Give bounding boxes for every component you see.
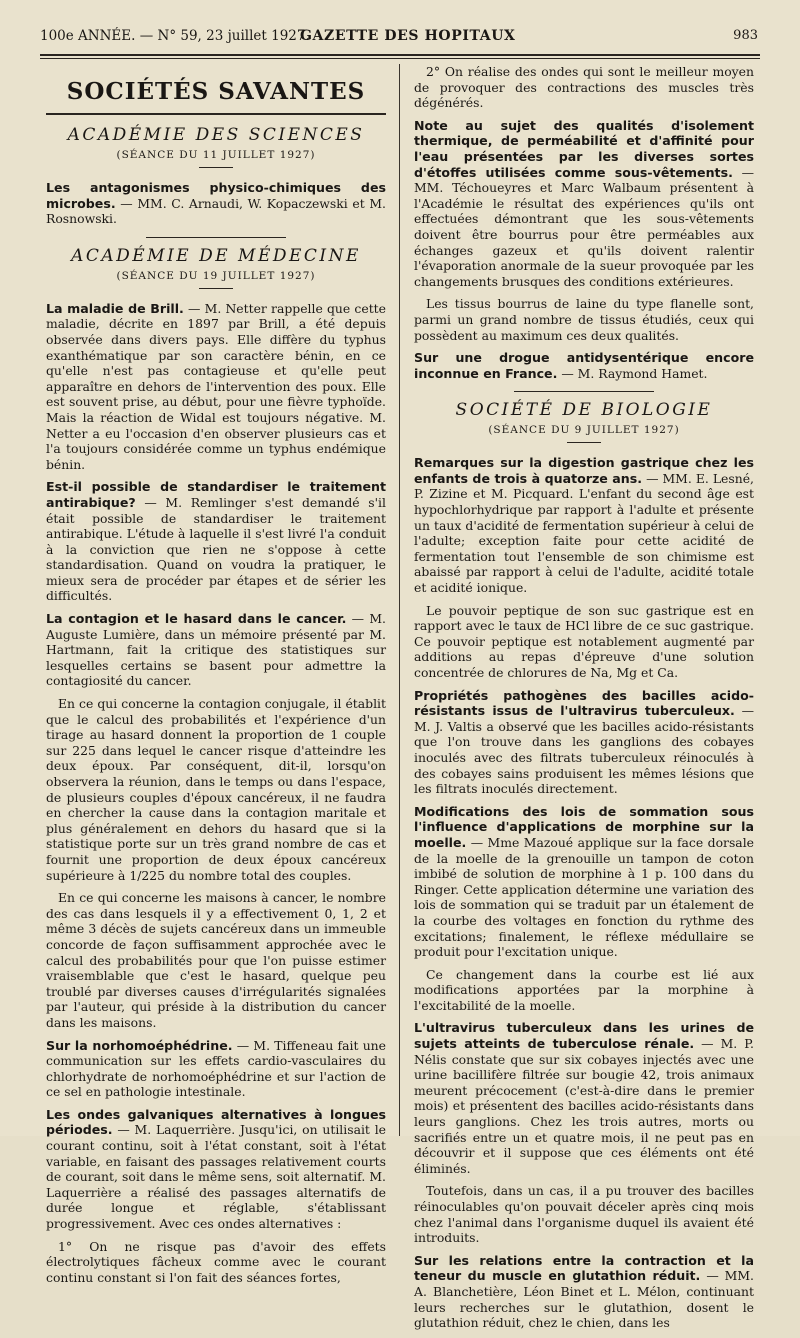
article-brill: La maladie de Brill. — M. Netter rappelle que cette maladie, décrite en 1897 par Brill, a été depuis observée dans divers pays. Elle diffère du typhus exanthématique par son caractère bénin, en ce qu'elle n'est pas contagieuse et qu'elle peut apparaître en dehors de l'intervention des poux. Elle est souvent prise, au début, pour une fièvre typhoïde. Mais la réaction de Widal est toujours négative. M. Netter a eu l'occasion d'en observer plusieurs cas et l'a toujours considérée comme un typhus endémique bénin.: [46, 300, 386, 472]
left-column: [46, 64, 386, 1292]
divider: [146, 237, 286, 238]
article-digestion-para2: Le pouvoir peptique de son suc gastrique est en rapport avec le taux de HCl libre de ce suc gastrique. Ce pouvoir peptique est notablement augmenté par additions au repas d'épreuve d'une solution concentrée de chlorures de Na, Mg et Ca.: [414, 602, 754, 680]
issue-info: 100e ANNÉE. — N° 59, 23 juillet 1927.: [40, 28, 310, 44]
academy-medecine-seance: (SÉANCE DU 19 JUILLET 1927): [116, 269, 316, 282]
header-rule: [40, 54, 760, 56]
article-ultravirus: L'ultravirus tuberculeux dans les urines de sujets atteints de tuberculose rénale. — M. P. Nélis constate que sur six cobayes injectés avec une urine bacillifère filtrée sur bougie 42, trois animaux meurent précocement (c'est-à-dire dans le premier mois) et présentent des bacilles acido-résistants dans leurs ganglions. Chez les trois autres, morts ou sacrifiés entre un et quatre mois, il ne peut pas en découvrir et il suppose que ces éléments ont été éliminés.: [414, 1020, 754, 1176]
article-contagion-para3: En ce qui concerne les maisons à cancer, le nombre des cas dans lesquels il y a effectivement 0, 1, 2 et même 3 décès de sujets cancéreux dans un immeuble concorde de façon suffisamment approchée avec le calcul des probabilités pour que l'on puisse estimer vraisemblable que c'est le hasard, quelque peu troublé par diverses causes d'irrégularités signalées par l'auteur, qui préside à la distribution du cancer dans les maisons.: [46, 890, 386, 1030]
article-sommation: Modifications des lois de sommation sous l'influence d'applications de morphine sur la moelle. — Mme Mazoué applique sur la face dorsale de la moelle de la grenouille un tampon de coton imbibé de solution de morphine à 1 p. 100 dans du Ringer. Cette application détermine une variation des lois de sommation qui se traduit par un étalement de la courbe des voltages en fonction du rythme des excitations; finalement, le réflexe médullaire se produit pour l'excitation unique.: [414, 803, 754, 960]
article-ondes-para2: 1° On ne risque pas d'avoir des effets électrolytiques fâcheux comme avec le courant continu constant si l'on fait des séances fortes,: [46, 1238, 386, 1285]
section-rule: [46, 113, 386, 115]
article-drogue: Sur une drogue antidysentérique encore inconnue en France. — M. Raymond Hamet.: [414, 350, 754, 381]
article-norhomo: Sur la norhomoéphédrine. — M. Tiffeneau fait une communication sur les effets cardio-vasculaires du chlorhydrate de norhomoéphédrine et sur l'action de ce sel en pathologie intestinale.: [46, 1037, 386, 1100]
article-contagion-para2: En ce qui concerne la contagion conjugale, il établit que le calcul des probabilités et l'expérience d'un tirage au hasard donnent la proportion de 1 couple sur 225 dans lequel le cancer risque d'atteindre les deux époux. Par conséquent, dit-il, lorsqu'on observera la réunion, dans le temps ou dans l'espace, de plusieurs couples d'époux cancéreux, il ne faudra en chercher la cause dans la contagion maritale et plus généralement en dehors du hasard que si la statistique porte sur un très grand nombre de cas et fournit une proportion de deux époux cancéreux supérieure à 1/225 du nombre total des couples.: [46, 696, 386, 883]
article-ondes: Les ondes galvaniques alternatives à longues périodes. — M. Laquerrière. Jusqu'ici, on utilisait le courant continu, soit à l'état constant, soit à l'état variable, en faisant des passages relativement courts de courant, soit dans le même sens, soit alternatif. M. Laquerrière a réalisé des passages alternatifs de durée longue et réglable, s'établissant progressivement. Avec ces ondes alternatives :: [46, 1106, 386, 1232]
article-digestion: Remarques sur la digestion gastrique chez les enfants de trois à quatorze ans. — MM. E. Lesné, P. Zizine et M. Picquard. L'enfant du second âge est hypochlorhydrique par rapport à l'adulte et présente un taux d'acidité de fermentation supérieur à celui de l'adulte; exception faite pour cette acidité de fermentation tout l'ensemble de son chimisme est abaissé par rapport à celui de l'adulte, acidité totale et acidité ionique.: [414, 455, 754, 596]
divider: [514, 391, 654, 392]
article-ondes-para3: 2° On réalise des ondes qui sont le meilleur moyen de provoquer des contractions des muscles très dégénérés.: [414, 64, 754, 111]
article-sommation-para2: Ce changement dans la courbe est lié aux modifications apportées par la morphine à l'excitabilité de la moelle.: [414, 966, 754, 1013]
academy-medecine-title: ACADÉMIE DE MÉDECINE: [71, 245, 361, 266]
page-header: [40, 28, 758, 56]
article-standardiser: Est-il possible de standardiser le traitement antirabique? — M. Remlinger s'est demandé s'il était possible de standardiser le traitement antirabique. L'étude à laquelle il s'est livré l'a conduit à la conviction que rien ne s'oppose à cette standardisation. Quand on voudra la pratiquer, le mieux sera de procéder par étapes et de sérier les difficultés.: [46, 479, 386, 604]
article-antagonismes: Les antagonismes physico-chimiques des microbes. — MM. C. Arnaudi, W. Kopaczewski et M. Rosnowski.: [46, 180, 386, 227]
divider: [199, 288, 233, 289]
article-ultravirus-para2: Toutefois, dans un cas, il a pu trouver des bacilles réinoculables qu'on pouvait déceler après cinq mois chez l'animal dans l'organisme duquel ils avaient été introduits.: [414, 1183, 754, 1246]
right-column: [414, 64, 754, 1338]
journal-title: GAZETTE DES HOPITAUX: [300, 28, 516, 44]
societe-biologie-title: SOCIÉTÉ DE BIOLOGIE: [455, 400, 713, 421]
article-contagion: La contagion et le hasard dans le cancer. — M. Auguste Lumière, dans un mémoire présenté par M. Hartmann, fait la critique des statistiques sur lesquelles certains se basent pour admettre la contagiosité du cancer.: [46, 611, 386, 689]
societe-biologie-seance: (SÉANCE DU 9 JUILLET 1927): [488, 424, 680, 437]
divider: [199, 167, 233, 168]
header-rule-thin: [40, 58, 760, 59]
academy-sciences-seance: (SÉANCE DU 11 JUILLET 1927): [116, 149, 316, 161]
section-title: SOCIÉTÉS SAVANTES: [66, 78, 366, 105]
page-number: 983: [733, 28, 758, 43]
divider: [567, 442, 601, 443]
article-glutathion: Sur les relations entre la contraction et la teneur du muscle en glutathion réduit. — MM. A. Blanchetière, Léon Binet et L. Mélon, continuant leurs recherches sur le glutathion, dosent le glutathion réduit, chez le chien, dans les: [414, 1252, 754, 1331]
article-isolement-para2: Les tissus bourrus de laine du type flanelle sont, parmi un grand nombre de tissus étudiés, ceux qui possèdent au maximum ces deux qualités.: [414, 296, 754, 343]
article-bacilles: Propriétés pathogènes des bacilles acido-résistants issus de l'ultravirus tuberculeux. — M. J. Valtis a observé que les bacilles acido-résistants que l'on trouve dans les ganglions des cobayes inoculés avec des filtrats tuberculeux réinoculés à des cobayes sains produisent les mêmes lésions que les filtrats inoculés directement.: [414, 687, 754, 797]
column-divider: [399, 64, 400, 1136]
academy-sciences-title: ACADÉMIE DES SCIENCES: [67, 125, 365, 145]
article-isolement: Note au sujet des qualités d'isolement thermique, de perméabilité et d'affinité pour l'eau présentées par les diverses sortes d'étoffes utilisées comme sous-vêtements. — MM. Téchoueyres et Marc Walbaum présentent à l'Académie le résultat des expériences qu'ils ont effectuées démontrant que les sous-vêtements doivent être bourrus pour être perméables aux échanges gazeux et qu'ils doivent ralentir l'évaporation anormale de la sueur provoquée par les changements brusques des conditions extérieures.: [414, 117, 754, 289]
